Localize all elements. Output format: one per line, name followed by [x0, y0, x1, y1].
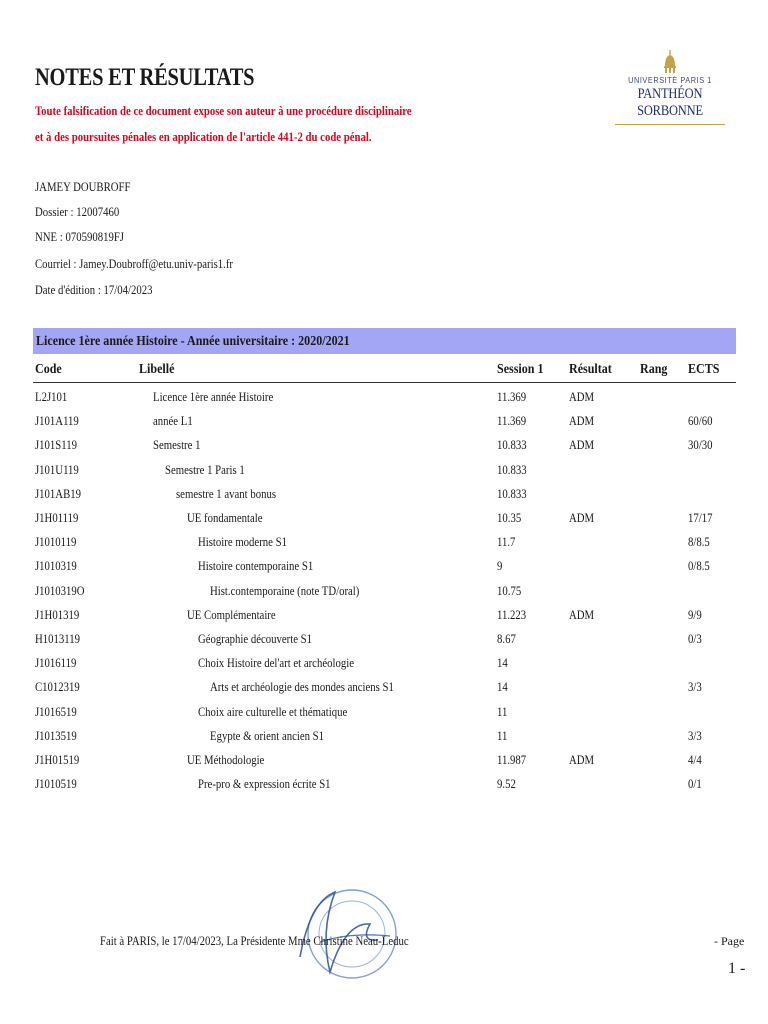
row-label: Licence 1ère année Histoire — [153, 390, 274, 404]
row-resultat: ADM — [569, 414, 595, 429]
table-row — [0, 559, 768, 579]
row-code: J101U119 — [35, 462, 79, 477]
university-logo — [612, 50, 728, 120]
student-nne: NNE : 070590819FJ — [35, 230, 124, 244]
row-ects: 4/4 — [688, 753, 702, 767]
column-header-session1: Session 1 — [497, 362, 544, 377]
row-ects: 17/17 — [688, 511, 713, 525]
table-row — [0, 705, 768, 725]
row-ects: 0/1 — [688, 777, 702, 792]
row-label: Géographie découverte S1 — [198, 632, 313, 646]
row-code: J1010119 — [35, 535, 77, 550]
row-session1: 10.833 — [497, 486, 527, 501]
row-session1: 9 — [497, 559, 503, 574]
column-header-rang: Rang — [640, 362, 668, 377]
row-label: semestre 1 avant bonus — [176, 486, 277, 501]
row-label: Pre-pro & expression écrite S1 — [198, 777, 331, 792]
row-resultat: ADM — [569, 753, 595, 767]
row-session1: 14 — [497, 656, 508, 671]
table-row — [0, 608, 768, 628]
row-session1: 10.35 — [497, 511, 522, 525]
row-label: Egypte & orient ancien S1 — [210, 728, 325, 743]
row-ects: 9/9 — [688, 607, 702, 622]
student-name: JAMEY DOUBROFF — [35, 180, 131, 194]
table-row — [0, 656, 768, 676]
row-session1: 11 — [497, 704, 508, 719]
row-code: J1H01519 — [35, 753, 80, 767]
dome-icon — [663, 50, 677, 74]
student-email: Courriel : Jamey.Doubroff@etu.univ-paris1.fr — [35, 257, 233, 271]
row-session1: 11.369 — [497, 390, 527, 404]
logo-university-line: UNIVERSITÉ PARIS 1 — [628, 76, 712, 85]
row-code: J1010319 — [35, 559, 77, 574]
warning-line-2: et à des poursuites pénales en application de l'article 441-2 du code pénal. — [35, 130, 372, 144]
table-row — [0, 390, 768, 410]
table-row — [0, 729, 768, 749]
row-label: Semestre 1 — [153, 438, 201, 453]
row-code: J1H01319 — [35, 607, 80, 622]
table-row — [0, 535, 768, 555]
row-code: J1H01119 — [35, 511, 79, 525]
row-session1: 11.987 — [497, 753, 527, 767]
row-code: J101AB19 — [35, 486, 81, 501]
row-label: Histoire contemporaine S1 — [198, 559, 314, 574]
row-session1: 11.369 — [497, 414, 527, 429]
table-row — [0, 511, 768, 531]
row-code: J101A119 — [35, 414, 79, 429]
row-ects: 0/3 — [688, 632, 702, 646]
table-row — [0, 777, 768, 797]
row-ects: 60/60 — [688, 414, 713, 429]
row-session1: 8.67 — [497, 632, 516, 646]
warning-line-1: Toute falsification de ce document expose son auteur à une procédure disciplinaire — [35, 104, 412, 118]
row-resultat: ADM — [569, 438, 595, 453]
row-ects: 3/3 — [688, 680, 702, 695]
page-label: - Page — [714, 934, 745, 948]
logo-rule — [615, 124, 725, 125]
table-row — [0, 753, 768, 773]
edition-date: Date d'édition : 17/04/2023 — [35, 283, 153, 297]
row-code: J101S119 — [35, 438, 78, 453]
column-header-resultat: Résultat — [569, 362, 612, 377]
page-title: NOTES ET RÉSULTATS — [35, 64, 255, 91]
page-number: 1 - — [728, 960, 746, 977]
table-row — [0, 632, 768, 652]
row-label: Histoire moderne S1 — [198, 535, 287, 550]
row-code: J1010319O — [35, 583, 85, 598]
column-header-ects: ECTS — [688, 362, 720, 377]
row-label: Choix Histoire del'art et archéologie — [198, 656, 354, 671]
row-label: UE Méthodologie — [187, 753, 265, 767]
table-row — [0, 487, 768, 507]
row-session1: 10.833 — [497, 462, 527, 477]
table-row — [0, 438, 768, 458]
row-label: UE fondamentale — [187, 511, 263, 525]
row-session1: 9.52 — [497, 777, 516, 792]
row-label: UE Complémentaire — [187, 607, 276, 622]
row-session1: 14 — [497, 680, 508, 695]
row-ects: 3/3 — [688, 728, 702, 743]
row-label: Hist.contemporaine (note TD/oral) — [210, 583, 360, 598]
row-code: C1012319 — [35, 680, 80, 695]
row-code: L2J101 — [35, 390, 68, 404]
row-resultat: ADM — [569, 390, 595, 404]
table-row — [0, 414, 768, 434]
table-row — [0, 680, 768, 700]
row-code: J1010519 — [35, 777, 77, 792]
row-label: Arts et archéologie des mondes anciens S1 — [210, 680, 394, 695]
row-session1: 10.75 — [497, 583, 522, 598]
column-header-code: Code — [35, 362, 62, 377]
row-session1: 11.7 — [497, 535, 516, 550]
row-code: J1016519 — [35, 704, 77, 719]
logo-name-line: PANTHÉON SORBONNE — [637, 86, 703, 119]
row-ects: 0/8.5 — [688, 559, 710, 574]
row-label: Choix aire culturelle et thématique — [198, 704, 348, 719]
header-divider — [33, 382, 736, 383]
row-ects: 30/30 — [688, 438, 713, 453]
row-label: Semestre 1 Paris 1 — [165, 462, 245, 477]
student-dossier: Dossier : 12007460 — [35, 205, 120, 219]
column-header-libelle: Libellé — [139, 362, 175, 377]
row-code: J1016119 — [35, 656, 77, 671]
row-resultat: ADM — [569, 511, 595, 525]
section-title: Licence 1ère année Histoire - Année universitaire : 2020/2021 — [36, 334, 350, 349]
table-row — [0, 463, 768, 483]
row-label: année L1 — [153, 414, 193, 429]
section-header — [33, 328, 736, 354]
row-code: H1013119 — [35, 632, 81, 646]
row-session1: 11.223 — [497, 607, 527, 622]
table-row — [0, 584, 768, 604]
row-ects: 8/8.5 — [688, 535, 710, 550]
row-session1: 10.833 — [497, 438, 527, 453]
row-resultat: ADM — [569, 607, 595, 622]
row-session1: 11 — [497, 728, 508, 743]
row-code: J1013519 — [35, 728, 77, 743]
signature-line: Fait à PARIS, le 17/04/2023, La Présidente Mme Christine Neau-Leduc — [100, 934, 409, 948]
